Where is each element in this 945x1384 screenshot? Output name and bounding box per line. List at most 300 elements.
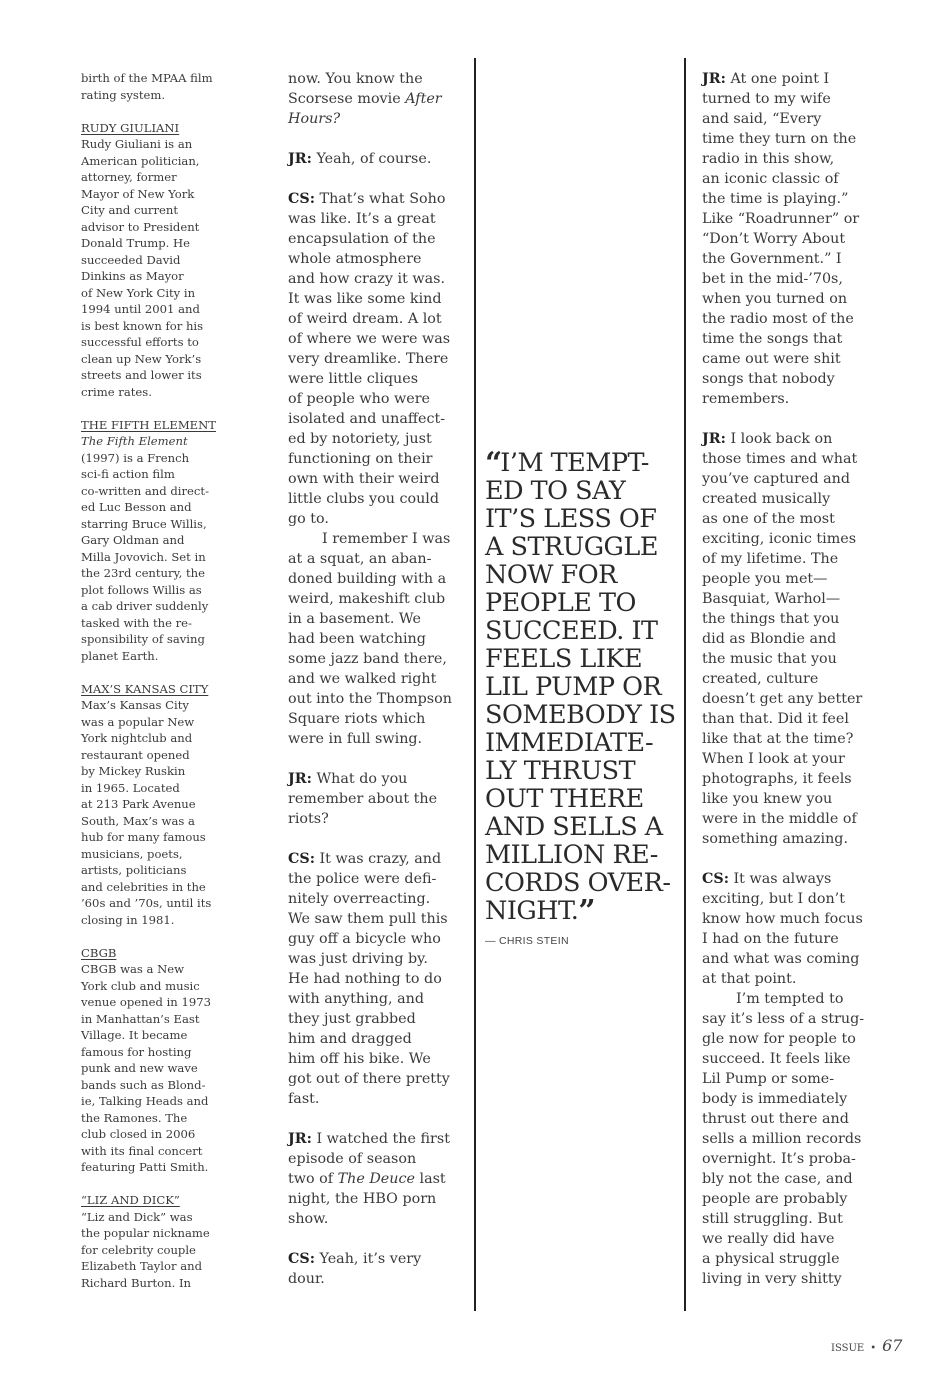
- text-line: [81, 565, 216, 582]
- text-line: [81, 1242, 216, 1259]
- text-line: [288, 609, 452, 629]
- glossary-term: “LIZ AND DICK”: [81, 1193, 180, 1207]
- line-text: Basquiat, Warhol—: [702, 591, 841, 607]
- text-line: [702, 169, 864, 189]
- text-line: [702, 209, 864, 229]
- text-line: [702, 149, 864, 169]
- text-line: [81, 598, 216, 615]
- line-text: weird, makeshift club: [288, 591, 446, 607]
- text-line: [288, 589, 452, 609]
- line-text: Village. It became: [81, 1028, 188, 1042]
- text-line: [81, 351, 216, 368]
- text-line: [81, 1011, 216, 1028]
- line-text: you’ve captured and: [702, 471, 851, 487]
- text-line: [81, 169, 216, 186]
- text-line: [702, 669, 864, 689]
- quote-line: [485, 894, 676, 929]
- line-text: exciting, iconic times: [702, 531, 857, 547]
- text-line: [81, 1143, 216, 1160]
- text-line: [702, 109, 864, 129]
- line-text: When I look at your: [702, 751, 845, 767]
- line-text: by Mickey Ruskin: [81, 764, 186, 778]
- line-text: planet Earth.: [81, 648, 159, 663]
- line-text: for celebrity couple: [81, 1242, 196, 1257]
- line-text: fast.: [288, 1091, 320, 1107]
- speaker-label: JR:: [288, 771, 312, 787]
- speaker-label: JR:: [288, 1131, 312, 1147]
- text-line: [81, 862, 216, 879]
- paragraph: [81, 1192, 216, 1291]
- line-text: artists, politicians: [81, 863, 187, 877]
- line-text: Dinkins as Mayor: [81, 269, 184, 283]
- speaker-label: JR:: [702, 431, 726, 447]
- line-text: as one of the most: [702, 511, 835, 527]
- text-line: [81, 1093, 216, 1110]
- line-text: crime rates.: [81, 384, 152, 399]
- text-line: [81, 318, 216, 335]
- paragraph: [702, 69, 864, 409]
- text-line: [81, 994, 216, 1011]
- line-text: South, Max’s was a: [81, 813, 195, 828]
- line-text: the Government.” I: [702, 251, 842, 267]
- text-line: [288, 369, 452, 389]
- text-line: [81, 285, 216, 302]
- text-line: [702, 489, 864, 509]
- line-text: hub for many famous: [81, 830, 206, 844]
- text-line: [702, 1089, 864, 1109]
- line-text: came out were shit: [702, 351, 841, 367]
- speaker-label: CS:: [288, 851, 315, 867]
- text-line: [81, 730, 216, 747]
- quote-text: OUT THERE: [485, 784, 644, 814]
- line-text: It was like some kind: [288, 291, 442, 307]
- quote-line: [485, 701, 676, 729]
- quote-text: SOMEBODY IS: [485, 700, 676, 730]
- text-line: [288, 1009, 452, 1029]
- line-text: two of: [288, 1171, 338, 1187]
- text-line: [702, 89, 864, 109]
- line-text: ’60s and ’70s, until its: [81, 896, 212, 910]
- text-line: [81, 516, 216, 533]
- text-line: [288, 1089, 452, 1109]
- paragraph: [702, 989, 864, 1289]
- text-line: [702, 529, 864, 549]
- line-text: now. You know the: [288, 71, 423, 87]
- text-line: [702, 729, 864, 749]
- column-divider: [474, 58, 476, 1311]
- text-line: [81, 582, 216, 599]
- italic-title: The Deuce: [337, 1171, 415, 1187]
- text-line: [288, 549, 452, 569]
- text-line: [702, 1169, 864, 1189]
- paragraph-spacer: [81, 400, 216, 417]
- line-text: City and current: [81, 203, 178, 217]
- line-text: York club and music: [81, 978, 200, 993]
- text-line: [702, 369, 864, 389]
- line-text: turned to my wife: [702, 91, 831, 107]
- line-text: successful efforts to: [81, 335, 199, 349]
- line-text: ie, Talking Heads and: [81, 1094, 209, 1108]
- quote-text: NIGHT.: [485, 896, 579, 926]
- line-text: doned building with a: [288, 571, 447, 587]
- line-text: clean up New York’s: [81, 351, 202, 366]
- text-line: [702, 449, 864, 469]
- text-line: [288, 289, 452, 309]
- line-text: like you knew you: [702, 791, 833, 807]
- line-text: I remember I was: [322, 531, 451, 547]
- text-line: [81, 549, 216, 566]
- text-line: [288, 709, 452, 729]
- line-text: Max’s Kansas City: [81, 698, 189, 712]
- text-line: [702, 1229, 864, 1249]
- text-line: [81, 136, 216, 153]
- text-line: [702, 1029, 864, 1049]
- quote-line: [485, 617, 676, 645]
- text-line: [702, 309, 864, 329]
- line-text: American politician,: [81, 153, 200, 168]
- line-text: last: [414, 1171, 446, 1187]
- text-line: [288, 409, 452, 429]
- line-text: tasked with the re-: [81, 615, 192, 630]
- quote-line: [485, 446, 676, 481]
- text-line: [702, 509, 864, 529]
- line-text: venue opened in 1973: [81, 995, 211, 1009]
- text-line: [288, 469, 452, 489]
- text-line: [288, 909, 452, 929]
- line-text: got out of there pretty: [288, 1071, 450, 1087]
- text-line: [288, 209, 452, 229]
- text-line: [702, 629, 864, 649]
- line-text: sponsibility of saving: [81, 632, 205, 646]
- line-text: Yeah, of course.: [311, 151, 432, 167]
- line-text: a cab driver suddenly: [81, 599, 209, 613]
- italic-title: Hours?: [288, 111, 341, 127]
- text-line: [702, 1249, 864, 1269]
- line-text: Mayor of New York: [81, 186, 195, 201]
- line-text: and celebrities in the: [81, 879, 206, 894]
- text-line: [702, 709, 864, 729]
- line-text: streets and lower its: [81, 368, 202, 382]
- text-line: [288, 309, 452, 329]
- text-line: [702, 429, 864, 449]
- line-text: we really did have: [702, 1231, 835, 1247]
- paragraph-spacer: [81, 1176, 216, 1193]
- line-text: still struggling. But: [702, 1211, 843, 1227]
- paragraph-spacer: [81, 928, 216, 945]
- line-text: created, culture: [702, 671, 819, 687]
- text-line: [288, 89, 452, 109]
- text-line: [81, 334, 216, 351]
- line-text: at that point.: [702, 971, 797, 987]
- line-text: bands such as Blond-: [81, 1077, 206, 1092]
- text-line: [288, 329, 452, 349]
- line-text: Scorsese movie: [288, 91, 406, 107]
- line-text: people you met—: [702, 571, 828, 587]
- paragraph-spacer: [288, 129, 452, 149]
- paragraph: [288, 149, 452, 169]
- paragraph-spacer: [81, 103, 216, 120]
- pull-quote: [485, 446, 676, 929]
- line-text: were in the middle of: [702, 811, 857, 827]
- text-line: [702, 389, 864, 409]
- line-text: punk and new wave: [81, 1061, 198, 1075]
- line-text: Square riots which: [288, 711, 426, 727]
- text-line: [81, 796, 216, 813]
- quote-text: IT’S LESS OF: [485, 504, 657, 534]
- line-text: body is immediately: [702, 1091, 848, 1107]
- text-line: [81, 1209, 216, 1226]
- line-text: photographs, it feels: [702, 771, 852, 787]
- text-line: [81, 499, 216, 516]
- line-text: “Don’t Worry About: [702, 231, 846, 247]
- quote-line: [485, 813, 676, 841]
- text-line: [81, 367, 216, 384]
- line-text: We saw them pull this: [288, 911, 448, 927]
- line-text: of my lifetime. The: [702, 551, 839, 567]
- line-text: Elizabeth Taylor and: [81, 1259, 203, 1273]
- line-text: plot follows Willis as: [81, 582, 202, 597]
- page-footer: [831, 1336, 902, 1355]
- paragraph: [702, 869, 864, 989]
- line-text: time the songs that: [702, 331, 843, 347]
- quote-line: [485, 729, 676, 757]
- text-line: [81, 1044, 216, 1061]
- line-text: with its final concert: [81, 1143, 203, 1158]
- footer-separator: •: [870, 1343, 877, 1354]
- text-line: [81, 978, 216, 995]
- text-line: [81, 631, 216, 648]
- text-line: [288, 789, 452, 809]
- line-text: functioning on their: [288, 451, 433, 467]
- line-text: Donald Trump. He: [81, 236, 190, 250]
- line-text: show.: [288, 1211, 329, 1227]
- text-line: [702, 469, 864, 489]
- text-line: [81, 714, 216, 731]
- line-text: Like “Roadrunner” or: [702, 211, 860, 227]
- line-text: of New York City in: [81, 285, 196, 300]
- line-text: and how crazy it was.: [288, 271, 446, 287]
- line-text: created musically: [702, 491, 831, 507]
- quote-text: SUCCEED. IT: [485, 616, 658, 646]
- close-quote-mark: ”: [578, 894, 593, 929]
- text-line: [81, 219, 216, 236]
- text-line: [288, 889, 452, 909]
- line-text: those times and what: [702, 451, 858, 467]
- text-line: [288, 669, 452, 689]
- line-text: Yeah, it’s very: [314, 1251, 422, 1267]
- paragraph: [288, 529, 452, 749]
- page-number: 67: [882, 1336, 903, 1355]
- line-text: succeeded David: [81, 252, 181, 267]
- line-text: That’s what Soho: [314, 191, 446, 207]
- line-text: It was crazy, and: [314, 851, 442, 867]
- quote-text: LY THRUST: [485, 756, 636, 786]
- text-line: [702, 1049, 864, 1069]
- line-text: they just grabbed: [288, 1011, 416, 1027]
- quote-text: FEELS LIKE: [485, 644, 643, 674]
- quote-line: [485, 673, 676, 701]
- line-text: I’m tempted to: [736, 991, 844, 1007]
- text-line: [702, 609, 864, 629]
- line-text: in Manhattan’s East: [81, 1011, 200, 1026]
- text-line: [702, 649, 864, 669]
- text-line: [288, 1029, 452, 1049]
- line-text: co-written and direct-: [81, 483, 209, 498]
- line-text: York nightclub and: [81, 731, 193, 745]
- paragraph-spacer: [288, 169, 452, 189]
- speaker-label: JR:: [702, 71, 726, 87]
- quote-text: IMMEDIATE-: [485, 728, 654, 758]
- line-text: ed by notoriety, just: [288, 431, 432, 447]
- text-line: [288, 989, 452, 1009]
- text-line: [81, 961, 216, 978]
- line-text: night, the HBO porn: [288, 1191, 437, 1207]
- text-line: [702, 1189, 864, 1209]
- paragraph: [288, 1129, 452, 1229]
- text-line: [288, 269, 452, 289]
- line-text: him off his bike. We: [288, 1051, 431, 1067]
- line-text: It was always: [728, 871, 832, 887]
- text-line: [702, 989, 864, 1009]
- line-text: something amazing.: [702, 831, 849, 847]
- text-line: [288, 69, 452, 89]
- text-line: [288, 349, 452, 369]
- text-line: [702, 329, 864, 349]
- paragraph-spacer: [288, 1229, 452, 1249]
- text-line: [702, 969, 864, 989]
- line-text: go to.: [288, 511, 329, 527]
- paragraph-spacer: [702, 849, 864, 869]
- line-text: closing in 1981.: [81, 912, 175, 927]
- text-line: [702, 249, 864, 269]
- paragraph: [288, 769, 452, 829]
- text-line: [81, 1126, 216, 1143]
- paragraph: [288, 849, 452, 1109]
- line-text: I look back on: [725, 431, 833, 447]
- text-line: [288, 849, 452, 869]
- text-line: [702, 289, 864, 309]
- text-line: [702, 569, 864, 589]
- open-quote-mark: “: [485, 446, 500, 481]
- text-line: [702, 1209, 864, 1229]
- text-line: [702, 889, 864, 909]
- line-text: doesn’t get any better: [702, 691, 863, 707]
- line-text: whole atmosphere: [288, 251, 422, 267]
- interview-column-1: [288, 69, 452, 1289]
- text-line: [81, 846, 216, 863]
- line-text: of where we were was: [288, 331, 451, 347]
- quote-text: AND SELLS A: [485, 812, 663, 842]
- line-text: the Ramones. The: [81, 1110, 188, 1125]
- line-text: thrust out there and: [702, 1111, 849, 1127]
- text-line: [288, 769, 452, 789]
- quote-line: [485, 477, 676, 505]
- line-text: an iconic classic of: [702, 171, 839, 187]
- text-line: [702, 69, 864, 89]
- line-text: birth of the MPAA film: [81, 71, 213, 85]
- paragraph: [81, 120, 216, 401]
- line-text: with anything, and: [288, 991, 424, 1007]
- line-text: club closed in 2006: [81, 1127, 196, 1141]
- line-text: Lil Pump or some-: [702, 1071, 835, 1087]
- line-text: dour.: [288, 1271, 325, 1287]
- text-line: [702, 1009, 864, 1029]
- text-line: [81, 747, 216, 764]
- text-line: [288, 1069, 452, 1089]
- text-line: [81, 648, 216, 665]
- line-text: time they turn on the: [702, 131, 857, 147]
- line-text: is best known for his: [81, 318, 204, 333]
- text-line: [81, 450, 216, 467]
- line-text: Milla Jovovich. Set in: [81, 549, 206, 564]
- paragraph: [81, 417, 216, 665]
- paragraph: [81, 945, 216, 1176]
- text-line: [81, 615, 216, 632]
- line-text: rating system.: [81, 87, 166, 102]
- text-line: [288, 949, 452, 969]
- speaker-label: JR:: [288, 151, 312, 167]
- text-line: [288, 429, 452, 449]
- quote-line: [485, 533, 676, 561]
- glossary-term: MAX’S KANSAS CITY: [81, 681, 209, 696]
- text-line: [702, 809, 864, 829]
- text-line: [288, 569, 452, 589]
- text-line: [288, 1189, 452, 1209]
- line-text: famous for hosting: [81, 1044, 192, 1059]
- text-line: [702, 349, 864, 369]
- paragraph: [288, 69, 452, 129]
- text-line: [81, 763, 216, 780]
- text-line: [81, 532, 216, 549]
- speaker-label: CS:: [288, 1251, 315, 1267]
- text-line: [702, 589, 864, 609]
- text-line: [288, 1209, 452, 1229]
- line-text: musicians, poets,: [81, 846, 183, 861]
- line-text: him and dragged: [288, 1031, 412, 1047]
- text-line: [288, 1249, 452, 1269]
- glossary-sidebar: [81, 70, 216, 1291]
- line-text: in 1965. Located: [81, 780, 180, 795]
- text-line: [288, 1269, 452, 1289]
- text-line: [288, 449, 452, 469]
- line-text: had been watching: [288, 631, 426, 647]
- text-line: [288, 189, 452, 209]
- text-line: [81, 301, 216, 318]
- text-line: [288, 809, 452, 829]
- text-line: [288, 1129, 452, 1149]
- line-text: attorney, former: [81, 170, 177, 184]
- italic-title: After: [405, 91, 442, 107]
- line-text: and we walked right: [288, 671, 437, 687]
- line-text: and what was coming: [702, 951, 860, 967]
- text-line: [702, 769, 864, 789]
- text-line: [288, 1049, 452, 1069]
- line-text: succeed. It feels like: [702, 1051, 851, 1067]
- paragraph: [288, 189, 452, 529]
- line-text: the time is playing.”: [702, 191, 849, 207]
- text-line: [81, 697, 216, 714]
- line-text: starring Bruce Willis,: [81, 516, 207, 531]
- text-line: [81, 202, 216, 219]
- quote-line: [485, 757, 676, 785]
- text-line: [702, 909, 864, 929]
- line-text: little clubs you could: [288, 491, 440, 507]
- line-text: isolated and unaffect-: [288, 411, 446, 427]
- text-line: [702, 189, 864, 209]
- line-text: sells a million records: [702, 1131, 862, 1147]
- text-line: [81, 1225, 216, 1242]
- quote-line: [485, 561, 676, 589]
